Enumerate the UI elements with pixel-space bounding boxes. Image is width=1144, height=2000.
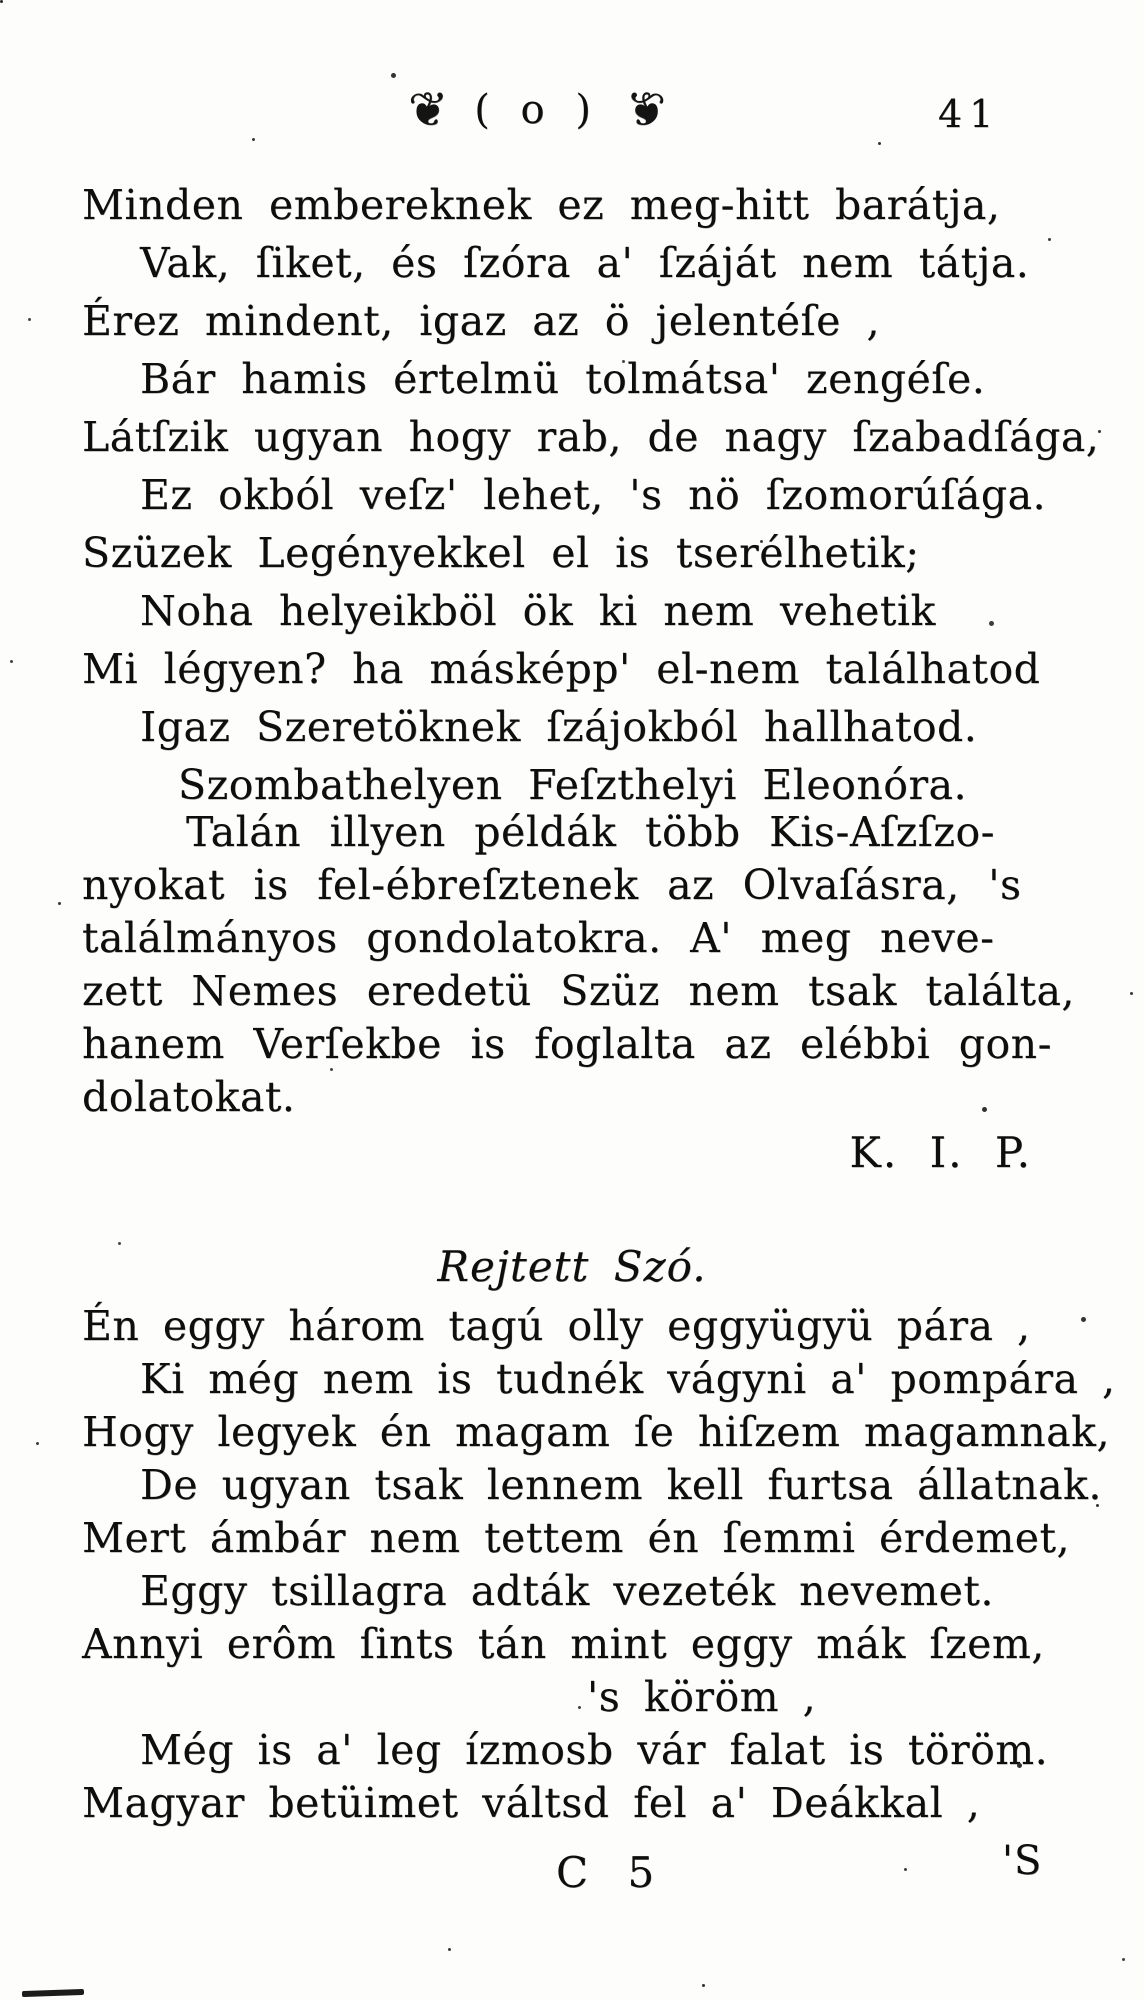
verse-line: Látſzik ugyan hogy rab, de nagy ſzabadſága, bbox=[82, 413, 1100, 461]
header-center-mark: ( o ) bbox=[474, 87, 600, 133]
verse-line: Mert ámbár nem tettem én ſemmi érdemet, bbox=[82, 1514, 1071, 1562]
verse-line: Annyi erôm ſints tán mint eggy mák ſzem, bbox=[82, 1620, 1045, 1668]
riddle-answer-verse bbox=[82, 176, 1100, 814]
header-ornament-group bbox=[408, 82, 667, 138]
verse-line: Magyar betüimet váltsd fel a' Deákkal , bbox=[82, 1779, 981, 1827]
fleuron-ornament-icon: ❦ bbox=[625, 82, 667, 138]
verse-line: Noha helyeikböl ök ki nem vehetik bbox=[140, 587, 936, 635]
page-header bbox=[0, 82, 1144, 156]
catchword: 'S bbox=[1002, 1838, 1043, 1884]
verse-line: Ez okból veſz' lehet, 's nö ſzomorúſága. bbox=[140, 471, 1047, 519]
verse-line: Igaz Szeretöknek ſzájokból hallhatod. bbox=[140, 703, 978, 751]
section-title: Rejtett Szó. bbox=[437, 1242, 707, 1291]
paragraph-line: dolatokat. bbox=[82, 1073, 296, 1121]
verse-line: Hogy legyek én magam ſe hiſzem magamnak, bbox=[82, 1408, 1110, 1456]
verse-line: Mi légyen? ha másképp' el-nem találhatod bbox=[82, 645, 1041, 693]
author-initials-signature: K. I. P. bbox=[849, 1128, 1032, 1177]
verse-line: Én eggy három tagú olly eggyügyü pára , bbox=[82, 1302, 1031, 1350]
verse-runover-line: 's köröm , bbox=[587, 1673, 817, 1721]
fleuron-ornament-icon: ❦ bbox=[408, 82, 449, 138]
gathering-signature-mark: C 5 bbox=[556, 1848, 657, 1897]
verse-line: Eggy tsillagra adták vezeték nevemet. bbox=[140, 1567, 994, 1615]
paragraph-line: nyokat is fel-ébreſztenek az Olvaſásra, 's bbox=[82, 861, 1022, 909]
page-number: 41 bbox=[938, 92, 1001, 136]
verse-line: Érez mindent, igaz az ö jelentéſe , bbox=[82, 297, 881, 345]
verse-line: Vak, ſiket, és ſzóra a' ſzáját nem tátja. bbox=[140, 239, 1030, 287]
paragraph-line: zett Nemes eredetü Szüz nem tsak találta, bbox=[82, 967, 1075, 1015]
verse-line: Bár hamis értelmü tolmátsa' zengéſe. bbox=[140, 355, 986, 403]
scan-edge-artifact bbox=[22, 1989, 84, 1997]
editor-note-paragraph bbox=[82, 806, 1092, 1124]
paragraph-line: Talán illyen példák több Kis-Aſzſzo- bbox=[186, 808, 996, 856]
riddle-verse bbox=[82, 1300, 1116, 1830]
verse-line: Szüzek Legényekkel el is tserélhetik; bbox=[82, 529, 920, 577]
verse-line: Minden embereknek ez meg-hitt barátja, bbox=[82, 181, 1001, 229]
verse-line: Ki még nem is tudnék vágyni a' pompára , bbox=[140, 1355, 1116, 1403]
verse-attribution-line: Szombathelyen Feſzthelyi Eleonóra. bbox=[178, 761, 968, 809]
verse-line: Még is a' leg ízmosb vár falat is töröm. bbox=[140, 1726, 1049, 1774]
scan-noise-speckles bbox=[0, 0, 3, 3]
paragraph-line: találmányos gondolatokra. A' meg neve- bbox=[82, 914, 995, 962]
verse-line: De ugyan tsak lennem kell furtsa állatnak. bbox=[140, 1461, 1102, 1509]
paragraph-line: hanem Verſekbe is foglalta az elébbi gon- bbox=[82, 1020, 1052, 1068]
